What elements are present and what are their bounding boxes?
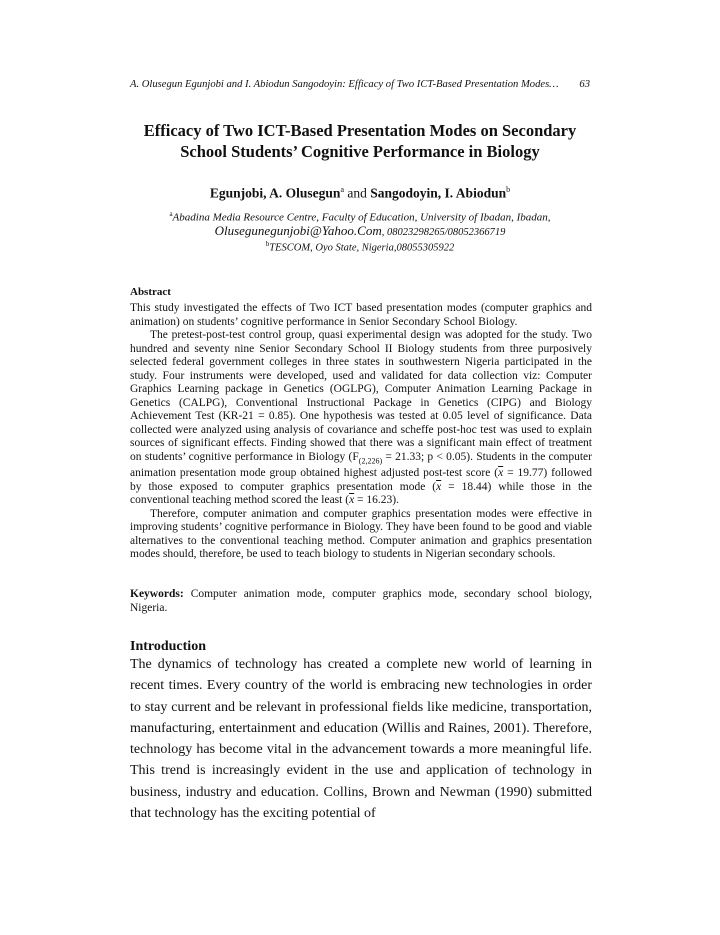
author-1: Egunjobi, A. Olusegun — [209, 185, 341, 201]
title-line-1: Efficacy of Two ICT-Based Presentation Modes on Secondary — [143, 121, 577, 140]
abstract-body — [130, 302, 592, 562]
affiliation-a-sup: a — [169, 210, 173, 218]
abstract-heading: Abstract — [130, 286, 171, 298]
mean-symbol: $\overline{x}$ — [498, 467, 504, 480]
abstract-paragraph-3: Therefore, computer animation and computer graphics presentation modes were effective in improving students’ cognitive performance in Biology. They have been found to be good and viable alternatives to the conventional teaching method. Computer animation and graphics presentation modes should, therefore, be used to teach biology to students in Nigerian secondary schools. — [130, 507, 592, 561]
affiliation-a — [130, 210, 590, 224]
keywords-text: Computer animation mode, computer graphics mode, secondary school biology, Nigeria. — [130, 588, 592, 614]
page-number: 63 — [579, 79, 590, 90]
author-2-sup: b — [506, 185, 511, 194]
affiliation-b-text: TESCOM, Oyo State, Nigeria,08055305922 — [269, 242, 455, 254]
introduction-heading: Introduction — [130, 639, 206, 654]
keywords — [130, 587, 592, 615]
abstract-paragraph-1: This study investigated the effects of Two ICT based presentation modes (computer graphics and animation) on students’ cognitive performance in Senior Secondary School Biology. — [130, 302, 592, 328]
author-1-sup: a — [340, 185, 345, 194]
mean-symbol: $\overline{x}$ — [349, 494, 355, 507]
author-2: Sangodoyin, I. Abiodun — [370, 185, 507, 201]
f-statistic-subscript: (2,226) — [358, 455, 383, 465]
author-conjunction: and — [344, 185, 371, 201]
affiliation-b — [130, 240, 590, 254]
affiliation-b-sup: b — [265, 240, 270, 248]
mean-symbol: $\overline{x}$ — [436, 480, 442, 493]
introduction-text: The dynamics of technology has created a complete new world of learning in recent times. Every country of the world is embracing new technologies in order to stay current and be relevant in professional fields like medicine, transportation, manufacturing, entertainment and education (Willis and Raines, 2001). Therefore, technology has become vital in the advancement towards a more meaningful life. This trend is increasingly evident in the use and application of technology in business, industry and education. Collins, Brown and Newman (1990) submitted that technology has the exciting potential of — [130, 657, 592, 822]
abstract-paragraph-2: The pretest-post-test control group, quasi experimental design was adopted for the study. Two hundred and seventy nine Senior Secondary School II Biology students from three purposively selected federal government colleges in three states in southwestern Nigeria participated in the study. Four instruments were developed, used and validated for data collection viz: Computer Graphics Learning package in Genetics (OGLPG), Computer Animation Learning Package in Genetics (CALPG), Conventional Instructional Package in Genetics (CIPG) and Biology Achievement Test (KR-21 = 0.85). One hypothesis was tested at 0.05 level of significance. Data collected were analyzed using analysis of covariance and scheffe post-hoc test was used to explain sources of significant effects. Finding showed that there was a significant main effect of treatment on students’ cognitive performance in Biology ($F_{(2,226)} = 21.33$; p < 0.05). Students in the computer animation presentation mode group obtained highest adjusted post-test score $(\overline{x} = 19.77)$ followed by those exposed to computer graphics presentation mode $(\overline{x} = 18.44)$ while those in the conventional teaching method scored the least $(\overline{x} = 16.23)$. — [130, 329, 592, 507]
phone-numbers: , 08023298265/08052366719 — [381, 227, 506, 238]
affiliation-contact — [130, 223, 590, 239]
keywords-label: Keywords: — [130, 588, 184, 600]
email-link[interactable]: Olusegunegunjobi@Yahoo.Com — [214, 223, 382, 238]
running-head — [130, 79, 590, 90]
title-line-2: School Students’ Cognitive Performance in Biology — [180, 142, 540, 161]
running-head-text: A. Olusegun Egunjobi and I. Abiodun Sangodoyin: Efficacy of Two ICT-Based Presentation Modes… — [130, 79, 559, 90]
affiliation-a-text: Abadina Media Resource Centre, Faculty of Education, University of Ibadan, Ibadan, — [172, 211, 551, 224]
author-line — [130, 185, 590, 202]
paper-title — [130, 120, 590, 162]
